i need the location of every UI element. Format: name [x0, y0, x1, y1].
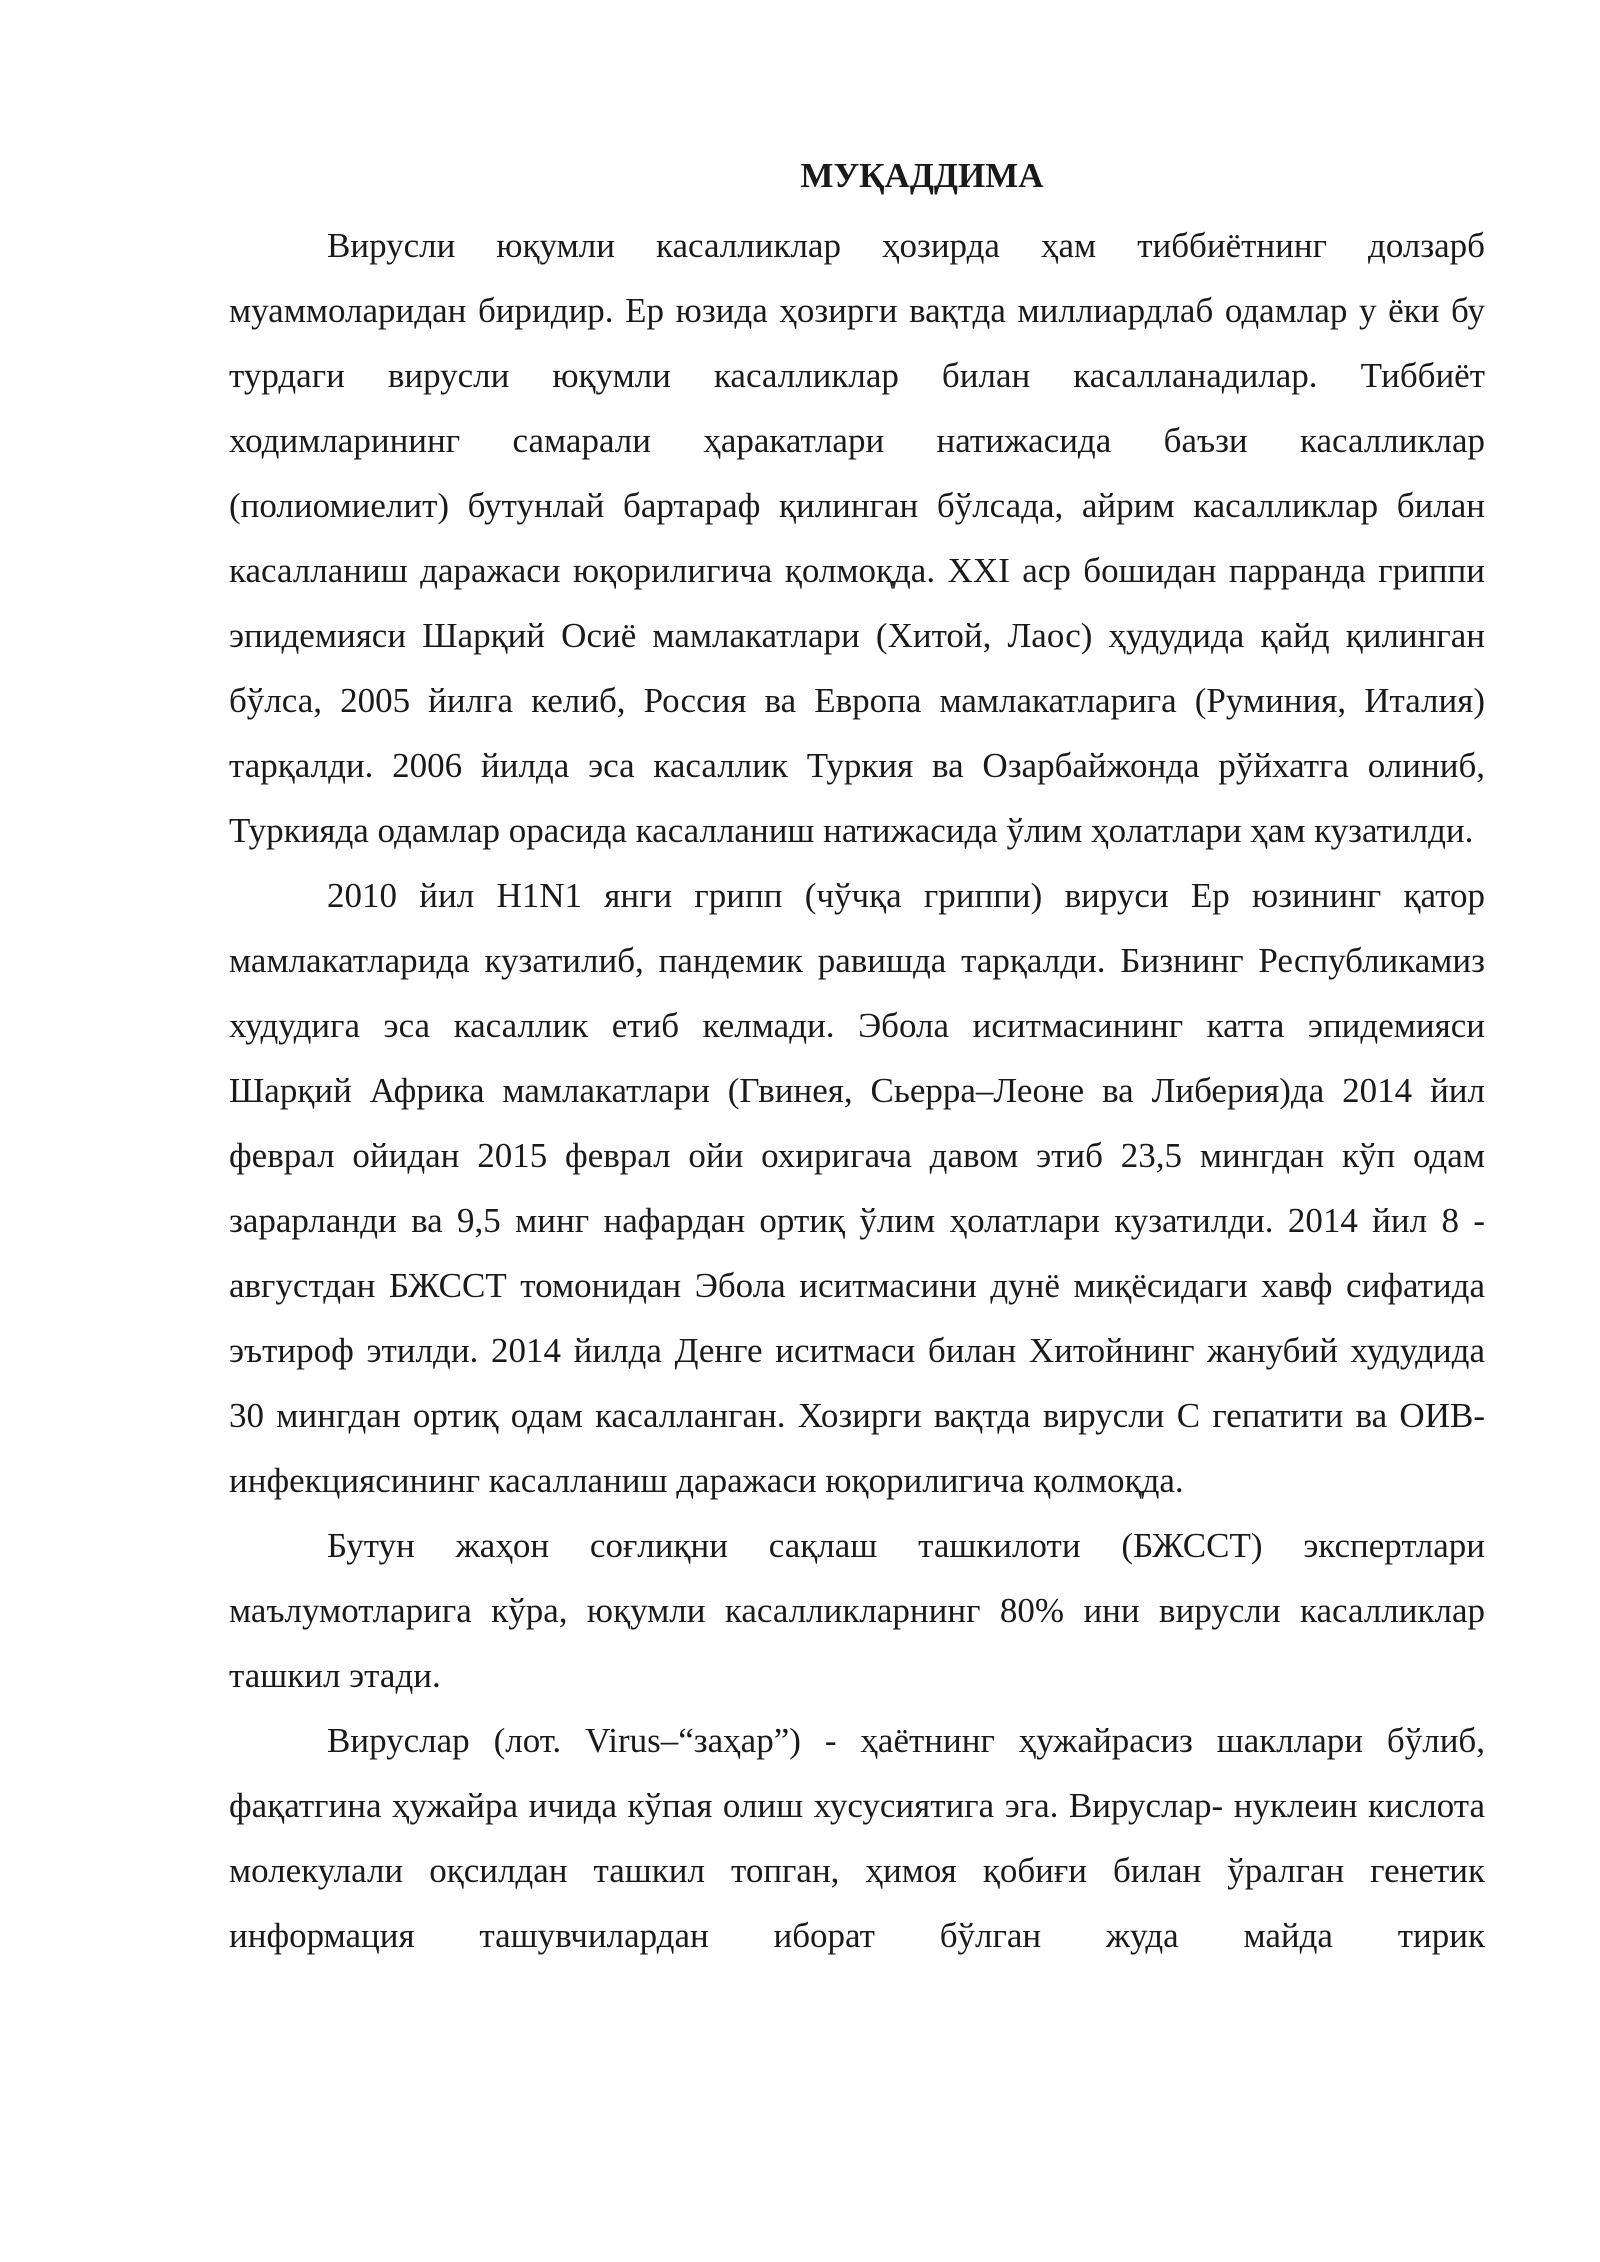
paragraph-intro: Вирусли юқумли касалликлар ҳозирда ҳам тиббиётнинг долзарб муаммоларидан биридир. Ер юзида ҳозирги вақтда миллиардлаб одамлар у ёки бу турдаги вирусли юқумли касалликлар билан касалланадилар. Тиббиёт ходимларининг самарали ҳаракатлари натижасида баъзи касалликлар (полиомиелит) бутунлай бартараф қилинган бўлсада, айрим касалликлар билан касалланиш даражаси юқорилигича қолмоқда. XXI аср бошидан парранда гриппи эпидемияси Шарқий Осиё мамлакатлари (Хитой, Лаос) ҳудудида қайд қилинган бўлса, 2005 йилга келиб, Россия ва Европа мамлакатларига (Руминия, Италия) тарқалди. 2006 йилда эса касаллик Туркия ва Озарбайжонда рўйхатга олиниб, Туркияда одамлар орасида касалланиш натижасида ўлим ҳолатлари ҳам кузатилди.: [229, 226, 1485, 850]
document-body: [229, 148, 1485, 1968]
document-title: МУҚАДДИМА: [800, 156, 1044, 195]
paragraph-epidemics: 2010 йил H1N1 янги грипп (чўчқа гриппи) вируси Ер юзининг қатор мамлакатларида кузатилиб, пандемик равишда тарқалди. Бизнинг Республикамиз худудига эса касаллик етиб келмади. Эбола иситмасининг катта эпидемияси Шарқий Африка мамлакатлари (Гвинея, Сьерра–Леоне ва Либерия)да 2014 йил феврал ойидан 2015 феврал ойи охиригача давом этиб 23,5 мингдан кўп одам зарарланди ва 9,5 минг нафардан ортиқ ўлим ҳолатлари кузатилди. 2014 йил 8 - августдан БЖССТ томонидан Эбола иситмасини дунё миқёсидаги хавф сифатида эътироф этилди. 2014 йилда Денге иситмаси билан Хитойнинг жанубий худудида 30 мингдан ортиқ одам касалланган. Хозирги вақтда вирусли С гепатити ва ОИВ-инфекциясининг касалланиш даражаси юқорилигича қолмоқда.: [229, 876, 1485, 1500]
paragraph-virus-definition: Вируслар (лот. Virus–“заҳар”) - ҳаётнинг ҳужайрасиз шакллари бўлиб, фақатгина ҳужайра ичида кўпая олиш хусусиятига эга. Вируслар- нуклеин кислота молекулали оқсилдан ташкил топган, ҳимоя қобиғи билан ўралган генетик информация ташувчилардан иборат бўлган жуда майда тирик: [229, 1721, 1485, 1955]
paragraph-who-statistics: Бутун жаҳон соғлиқни сақлаш ташкилоти (БЖССТ) экспертлари маълумотларига кўра, юқумли касалликларнинг 80% ини вирусли касалликлар ташкил этади.: [229, 1526, 1485, 1695]
